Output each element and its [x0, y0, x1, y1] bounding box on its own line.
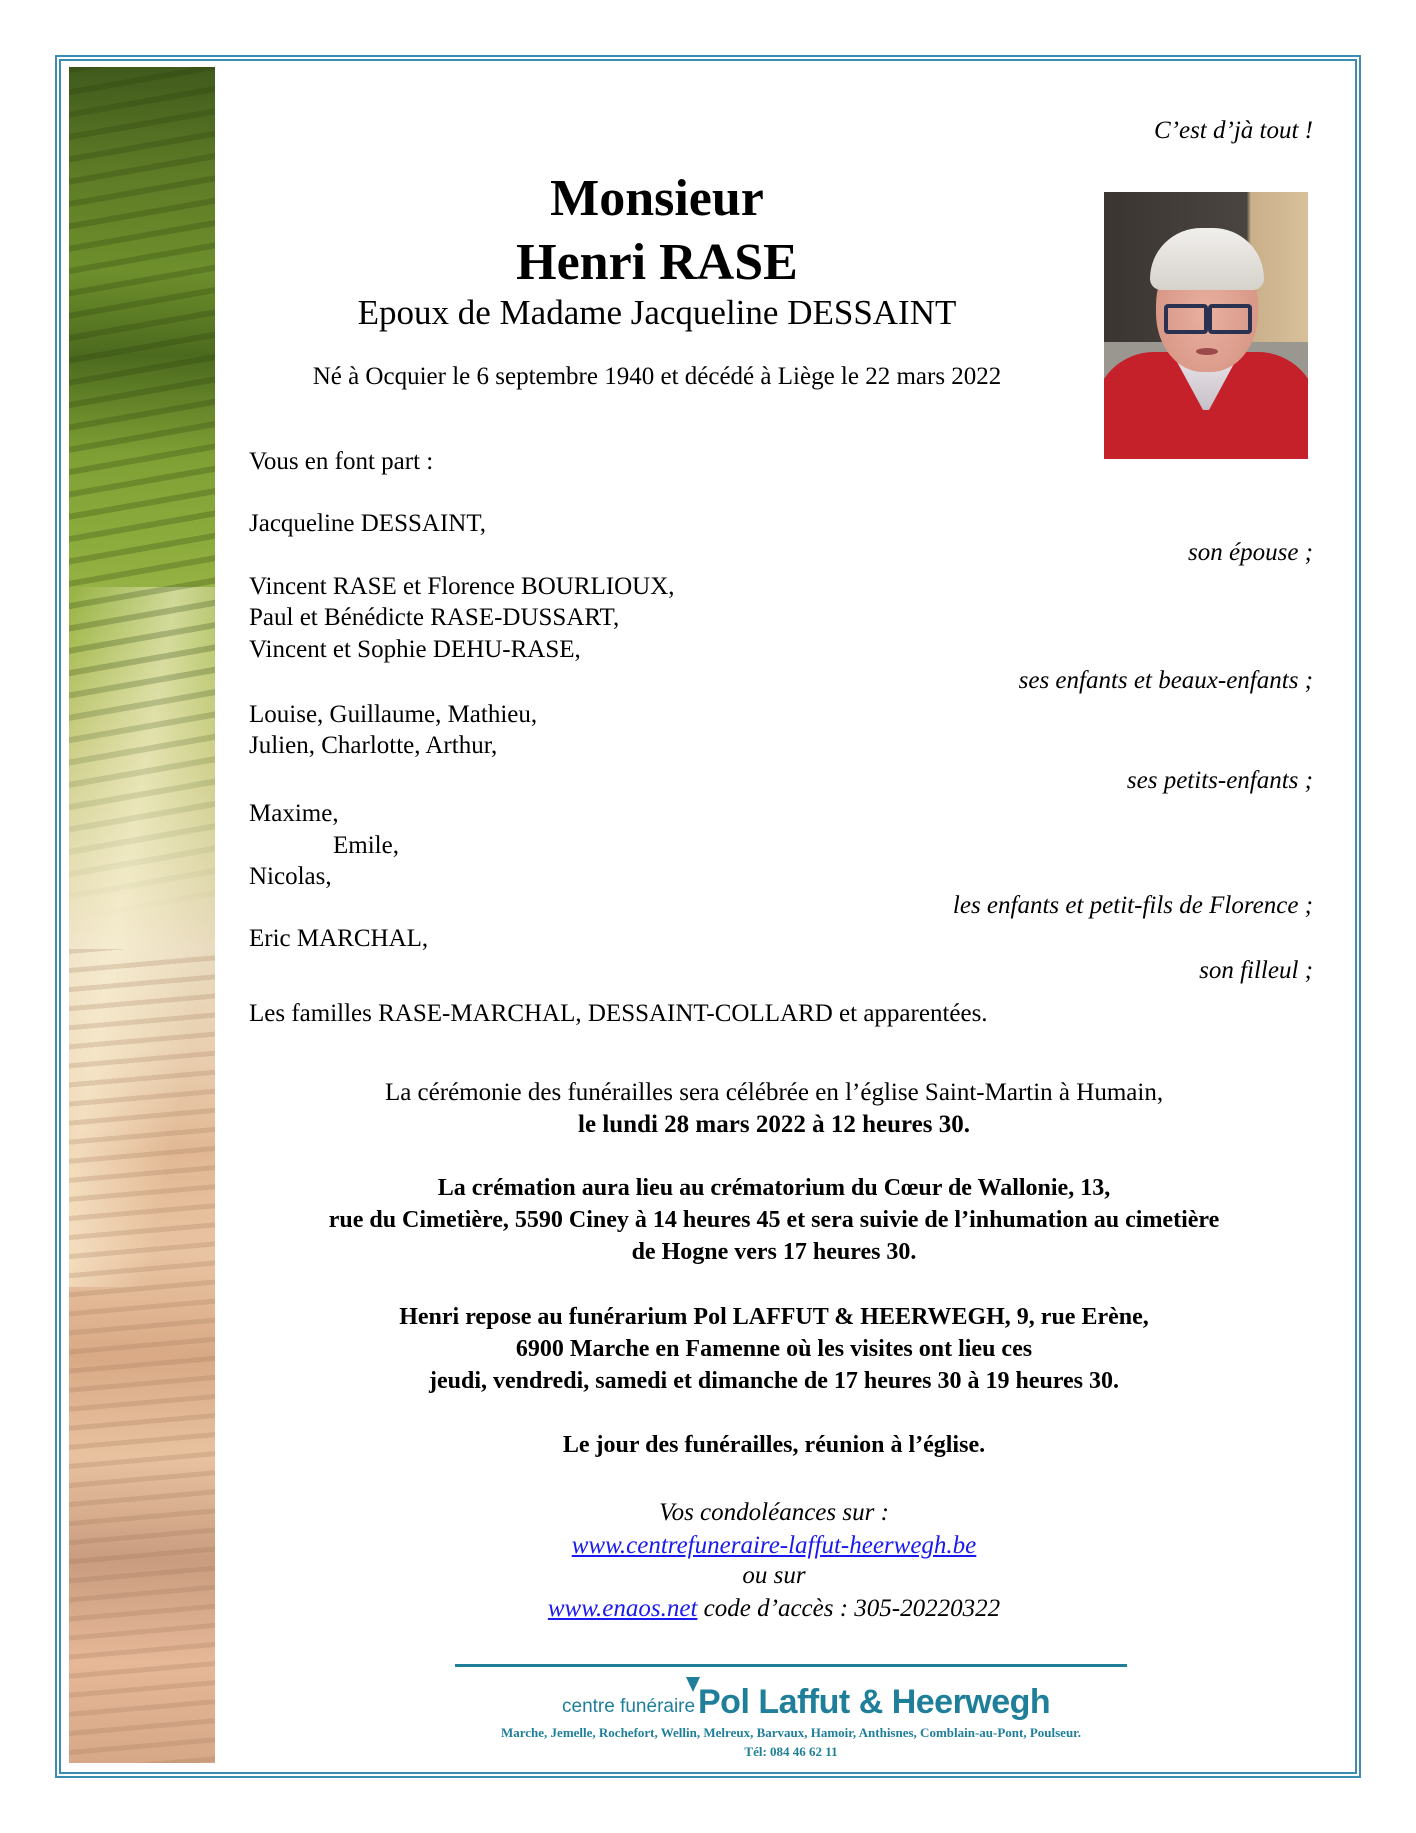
intro-text: Vous en font part :: [249, 448, 434, 475]
visits-line: 6900 Marche en Famenne où les visites ont lieu ces: [515, 1336, 1033, 1362]
family-name: Nicolas,: [249, 863, 332, 890]
logo-brand: Pol Laffut & Heerwegh: [698, 1683, 1051, 1721]
dates-line: Né à Ocquier le 6 septembre 1940 et décédé à Liège le 22 mars 2022: [312, 363, 1002, 390]
tagline: C’est d’jà tout !: [1153, 117, 1313, 144]
relation-label: ses enfants et beaux-enfants ;: [1018, 667, 1313, 694]
visits-line: Henri repose au funérarium Pol LAFFUT & HEERWEGH, 9, rue Erène,: [399, 1304, 1149, 1330]
photo-glasses: [1164, 304, 1208, 334]
family-name: Louise, Guillaume, Mathieu,: [249, 701, 538, 728]
cremation-line: rue du Cimetière, 5590 Ciney à 14 heures 45 et sera suivie de l’inhumation au cimetière: [328, 1207, 1220, 1233]
family-name: Jacqueline DESSAINT,: [249, 510, 486, 537]
family-name: Maxime,: [249, 800, 339, 827]
visits-line: jeudi, vendredi, samedi et dimanche de 17 heures 30 à 19 heures 30.: [428, 1368, 1119, 1394]
family-name: Vincent RASE et Florence BOURLIOUX,: [249, 573, 675, 600]
condolences-link-row: [263, 1533, 1285, 1558]
portrait-photo: [1104, 192, 1308, 459]
deceased-name: Henri RASE: [516, 234, 798, 291]
logo-towns: Marche, Jemelle, Rochefort, Wellin, Melreux, Barvaux, Hamoir, Anthisnes, Comblain-au-Pont, Poulseur.: [500, 1725, 1082, 1740]
family-name: Paul et Bénédicte RASE-DUSSART,: [249, 604, 620, 631]
access-code: code d’accès : 305-20220322: [697, 1595, 1001, 1622]
condolences-enaos-row: [263, 1596, 1285, 1621]
ceremony-date: le lundi 28 mars 2022 à 12 heures 30.: [578, 1111, 970, 1138]
cremation-line: de Hogne vers 17 heures 30.: [631, 1239, 917, 1265]
cremation-line: La crémation aura lieu au crématorium du Cœur de Wallonie, 13,: [437, 1175, 1111, 1201]
relation-label: son épouse ;: [1188, 539, 1313, 566]
condolences-intro: Vos condoléances sur :: [659, 1499, 889, 1526]
photo-hair: [1150, 228, 1264, 290]
meeting-line: Le jour des funérailles, réunion à l’église.: [562, 1432, 986, 1458]
family-name: Vincent et Sophie DEHU-RASE,: [249, 636, 581, 663]
spouse-line: Epoux de Madame Jacqueline DESSAINT: [357, 293, 957, 332]
photo-mouth: [1196, 348, 1218, 355]
logo-phone: Tél: 084 46 62 11: [744, 1744, 838, 1759]
ceremony-line: La cérémonie des funérailles sera célébrée en l’église Saint-Martin à Humain,: [384, 1079, 1164, 1106]
condolences-or: ou sur: [742, 1562, 806, 1589]
families-line: Les familles RASE-MARCHAL, DESSAINT-COLLARD et apparentées.: [249, 1000, 988, 1027]
photo-glasses: [1208, 304, 1252, 334]
title: Monsieur: [550, 170, 764, 227]
funeral-center-link[interactable]: www.centrefuneraire-laffut-heerwegh.be: [571, 1532, 977, 1559]
family-name: Eric MARCHAL,: [249, 925, 429, 952]
relation-label: ses petits-enfants ;: [1126, 767, 1313, 794]
logo-divider: [455, 1664, 1127, 1667]
family-name: Emile,: [333, 832, 399, 859]
logo-subtitle: centre funéraire: [562, 1696, 696, 1717]
forest-path-image: [69, 67, 215, 1763]
relation-label: son filleul ;: [1199, 957, 1313, 984]
family-name: Julien, Charlotte, Arthur,: [249, 732, 498, 759]
relation-label: les enfants et petit-fils de Florence ;: [952, 892, 1313, 919]
enaos-link[interactable]: www.enaos.net: [547, 1595, 698, 1622]
